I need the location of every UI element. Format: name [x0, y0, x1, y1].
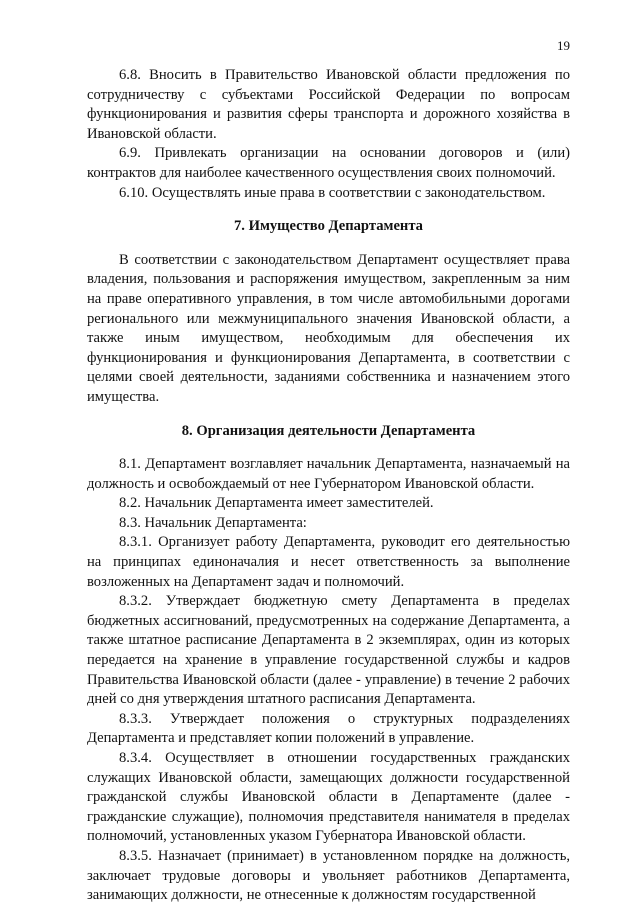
paragraph-6-10: 6.10. Осуществлять иные права в соответствии с законодательством. [119, 184, 546, 201]
section-heading-8: 8. Организация деятельности Департамента [181, 422, 476, 439]
paragraph-8-3-4: 8.3.4. Осуществляет в отношении государственных гражданских служащих Ивановской области, замещающих должности государственной гражданской службы Ивановской области в Департаменте (далее - гражданские служащие), полномочия представителя нанимателя в пределах полномочий, установленных указом Губернатора Ивановской области. [87, 750, 570, 845]
paragraph-6-8: 6.8. Вносить в Правительство Ивановской области предложения по сотрудничеству с субъектами Российской Федерации по вопросам функционирования и развития сферы транспорта и дорожного хозяйства в Ивановской области. [87, 67, 570, 142]
document-body [87, 66, 570, 906]
page-number: 19 [557, 38, 570, 53]
paragraph-6-9: 6.9. Привлекать организации на основании договоров и (или) контрактов для наиболее качественного осуществления своих полномочий. [87, 145, 570, 181]
section-heading-7: 7. Имущество Департамента [234, 218, 423, 235]
paragraph-8-3-5: 8.3.5. Назначает (принимает) в установленном порядке на должность, заключает трудовые договоры и увольняет работников Департамента, занимающих должности, не отнесенные к должностям государственной [87, 847, 570, 904]
paragraph-8-3-2: 8.3.2. Утверждает бюджетную смету Департамента в пределах бюджетных ассигнований, предусмотренных на содержание Департамента, а также штатное расписание Департамента в 2 экземплярах, один из которых передается на хранение в управление государственной службы и кадров Правительства Ивановской области (далее - управление) в течение 2 рабочих дней со дня утверждения штатного расписания Департамента. [87, 593, 570, 708]
paragraph-8-3: 8.3. Начальник Департамента: [119, 514, 307, 531]
paragraph-8-3-3: 8.3.3. Утверждает положения о структурных подразделениях Департамента и представляет копии положений в управление. [87, 710, 570, 747]
paragraph-8-1: 8.1. Департамент возглавляет начальник Департамента, назначаемый на должность и освобождаемый от нее Губернатором Ивановской области. [87, 456, 570, 492]
paragraph-7: В соответствии с законодательством Департамент осуществляет права владения, пользования и распоряжения имуществом, закрепленным за ним на праве оперативного управления, в том числе автомобильными дорогами регионального или межмуниципального значения Ивановской области, а также иным имуществом, необходимым для обеспечения их функционирования и функционирования Департамента, в соответствии с целями своей деятельности, заданиями собственника и назначением этого имущества. [87, 251, 570, 405]
paragraph-8-3-1: 8.3.1. Организует работу Департамента, руководит его деятельностью на принципах единоначалия и несет ответственность за выполнение возложенных на Департамент задач и полномочий. [87, 534, 570, 590]
paragraph-8-2: 8.2. Начальник Департамента имеет заместителей. [119, 495, 434, 512]
